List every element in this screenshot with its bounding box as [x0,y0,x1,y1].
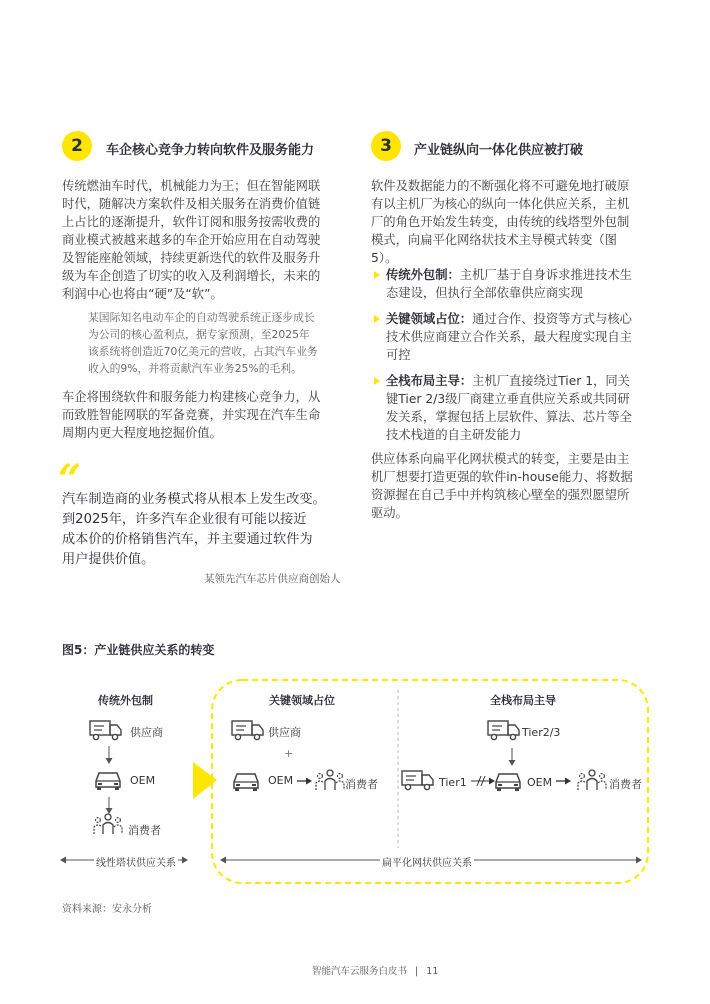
column-title-key-domain: 关键领域占位 [269,694,335,707]
consumer-label: 消费者 [609,778,642,791]
text-line: 5）。 [371,251,398,265]
column-title-full-stack: 全栈布局主导 [490,694,556,707]
bullet-text: 发关系，掌握包括上层软件、算法、芯片等全 [386,410,632,424]
oem-label: OEM [268,774,294,787]
quote-line: 汽车制造商的业务模式将从根本上发生改变。 [62,492,326,507]
text-line: 有以主机厂为核心的纵向一体化供应关系，主机 [371,197,630,211]
bullet-text: 可控 [386,348,411,362]
people-icon [314,768,346,794]
column-title-traditional: 传统外包制 [98,694,153,707]
text-line: 驱动。 [371,506,408,520]
section-3-number-badge: 3 [371,131,401,161]
section-3-title: 产业链纵向一体化供应被打破 [414,143,584,158]
quote-line: 到2025年，许多汽车企业很有可能以接近 [62,512,307,527]
figure-title: 图5：产业链供应关系的转变 [62,643,215,657]
oem-label: OEM [527,776,553,789]
text-line: 上占比的逐渐提升，软件订阅和服务按需收费的 [62,215,321,229]
text-line: 及智能座舱领域，持续更新迭代的软件及服务升 [62,251,321,265]
source-note: 资料来源：安永分析 [62,904,152,915]
truck-icon [230,718,266,742]
car-icon [492,768,524,792]
quote-attribution: 某领先汽车芯片供应商创始人 [204,573,341,585]
people-icon [576,768,608,794]
text-line: 供应体系向扁平化网状模式的转变，主要是由主 [371,452,630,466]
text-line: 资源握在自己手中并构筑核心壁垒的强烈愿望所 [371,488,630,502]
text-line: 级为车企创造了切实的收入及利润增长，未来的 [62,269,321,283]
oem-label: OEM [130,774,156,787]
text-line: 模式，向扁平化网络状技术主导模式转变（图 [371,233,617,247]
bullet-head: 关键领域占位： [386,312,473,326]
supplier-label: 供应商 [130,726,163,739]
footer-separator: | [415,966,419,977]
bullet-text: 通过合作、投资等方式与核心 [472,312,632,326]
linear-supply-label: 线性塔状供应关系 [94,854,178,869]
truck-icon [486,718,522,742]
flat-supply-label: 扁平化网状供应关系 [380,854,474,869]
car-icon [92,767,124,791]
text-line: 传统燃油车时代，机械能力为王；但在智能网联 [62,179,321,193]
note-line: 某国际知名电动车企的自动驾驶系统正逐步成长 [88,311,315,324]
tier1-label: Tier1 [439,776,467,789]
text-line: 车企将围绕软件和服务能力构建核心竞争力，从 [62,390,321,404]
bullet-text: 技术供应商建立合作关系，最大程度实现自主 [386,330,632,344]
bullet-text: 键Tier 2/3级厂商建立垂直供应关系或共同研 [386,392,630,406]
text-line: 商业模式被越来越多的车企开始应用在自动驾驶 [62,233,321,247]
page-number: 11 [426,966,439,977]
supplier-label: 供应商 [268,726,301,739]
note-line: 该系统将创造近70亿美元的营收，占其汽车业务 [88,345,318,358]
text-line: 机厂想要打造更强的软件in-house能力、将数据 [371,470,633,484]
text-line: 利润中心也将由“硬”及“软”。 [62,287,223,301]
bullet-text: 技术栈道的自主研发能力 [386,428,522,442]
note-line: 收入的9%，并将贡献汽车业务25%的毛利。 [88,362,302,375]
footer-title: 智能汽车云服务白皮书 [312,966,408,977]
bullet-head: 传统外包制： [386,268,460,282]
plus-sign: + [284,747,294,760]
bullet-head: 全栈布局主导： [386,374,473,388]
truck-icon [88,718,124,742]
note-line: 为公司的核心盈利点，据专家预测，至2025年 [88,328,310,341]
people-icon [92,812,124,838]
quote-mark-icon: “ [58,456,82,503]
transition-arrow-icon [193,762,217,799]
quote-line: 成本价的价格销售汽车，并主要通过软件为 [62,532,313,547]
truck-icon [400,768,436,792]
section-2-title: 车企核心竞争力转向软件及服务能力 [106,143,315,158]
text-line: 时代，随解决方案软件及相关服务在消费价值链 [62,197,321,211]
bullet-text: 态建设，但执行全部依靠供应商实现 [386,286,583,300]
car-icon [230,768,262,792]
text-line: 软件及数据能力的不断强化将不可避免地打破原 [371,179,630,193]
text-line: 而致胜智能网联的军备竞赛，并实现在汽车生命 [62,408,321,422]
text-line: 周期内更大程度地挖掘价值。 [62,426,222,440]
section-2-number-badge: 2 [62,131,92,161]
bullet-text: 主机厂直接绕过Tier 1，同关 [472,374,630,388]
bullet-text: 主机厂基于自身诉求推进技术生 [459,268,632,282]
tier23-label: Tier2/3 [522,726,561,739]
quote-line: 用户提供价值。 [62,552,155,567]
consumer-label: 消费者 [345,778,378,791]
text-line: 厂的角色开始发生转变，由传统的线塔型外包制 [371,215,630,229]
consumer-label: 消费者 [128,824,161,837]
page-footer [312,963,438,977]
